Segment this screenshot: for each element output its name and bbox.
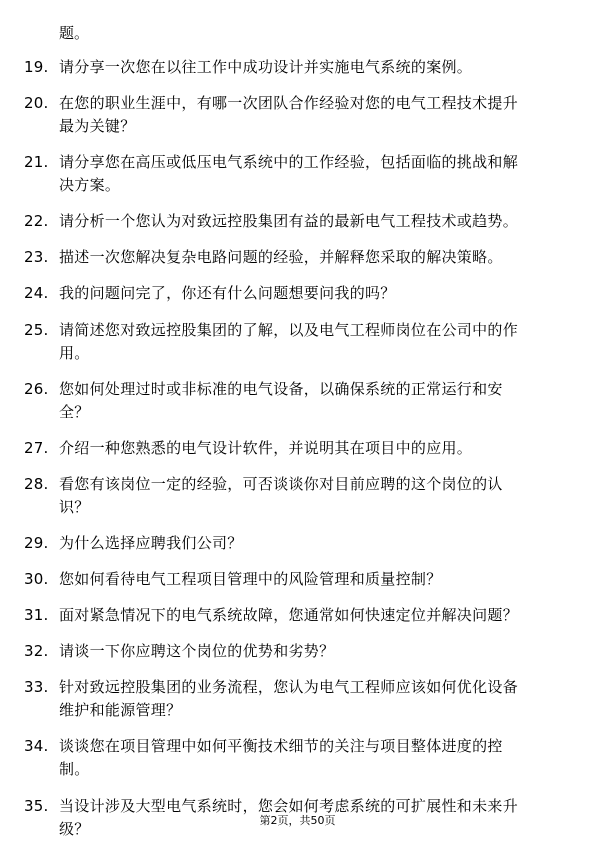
- question-text: 当设计涉及大型电气系统时，您会如何考虑系统的可扩展性和未来升级？: [59, 796, 519, 838]
- question-number: 19.: [24, 58, 49, 76]
- question-text: 针对致远控股集团的业务流程，您认为电气工程师应该如何优化设备维护和能源管理？: [59, 678, 519, 720]
- question-text: 请谈一下你应聘这个岗位的优势和劣势？: [59, 642, 335, 661]
- question-number: 26.: [24, 379, 49, 398]
- question-item: [24, 210, 554, 233]
- question-text: 谈谈您在项目管理中如何平衡技术细节的关注与项目整体进度的控制。: [59, 737, 503, 779]
- continuation-text: 题。: [59, 24, 90, 42]
- question-item: [24, 676, 554, 722]
- question-item: [24, 473, 554, 519]
- question-number: 34.: [24, 737, 49, 756]
- question-text: 面对紧急情况下的电气系统故障，您通常如何快速定位并解决问题？: [59, 606, 519, 625]
- question-text: 请分享一次您在以往工作中成功设计并实施电气系统的案例。: [59, 58, 473, 76]
- question-item: [24, 437, 554, 460]
- question-item: [24, 92, 554, 138]
- question-number: 35.: [24, 796, 49, 815]
- question-item: [24, 532, 554, 555]
- question-text: 介绍一种您熟悉的电气设计软件，并说明其在项目中的应用。: [59, 438, 473, 457]
- question-item: [24, 568, 554, 591]
- question-text: 请分享您在高压或低压电气系统中的工作经验，包括面临的挑战和解决方案。: [59, 153, 519, 195]
- question-item: [24, 319, 554, 365]
- question-text: 您如何处理过时或非标准的电气设备，以确保系统的正常运行和安全？: [59, 379, 503, 421]
- question-item: [24, 151, 554, 197]
- question-number: 30.: [24, 570, 49, 589]
- question-item: [24, 735, 554, 781]
- question-list: [24, 56, 554, 854]
- question-number: 21.: [24, 153, 49, 172]
- question-number: 27.: [24, 438, 49, 457]
- question-number: 22.: [24, 212, 49, 231]
- question-number: 31.: [24, 606, 49, 625]
- question-number: 33.: [24, 678, 49, 697]
- question-text: 请简述您对致远控股集团的了解，以及电气工程师岗位在公司中的作用。: [59, 320, 519, 362]
- question-number: 20.: [24, 94, 49, 113]
- page-footer: 第2页，共50页: [259, 814, 336, 827]
- question-text: 为什么选择应聘我们公司？: [59, 533, 243, 552]
- question-text: 在您的职业生涯中，有哪一次团队合作经验对您的电气工程技术提升最为关键？: [59, 94, 519, 136]
- question-number: 23.: [24, 248, 49, 267]
- question-number: 24.: [24, 284, 49, 303]
- question-item: [24, 246, 554, 269]
- question-text: 看您有该岗位一定的经验，可否谈谈你对目前应聘的这个岗位的认识？: [59, 474, 503, 516]
- question-text: 描述一次您解决复杂电路问题的经验，并解释您采取的解决策略。: [59, 248, 503, 267]
- question-number: 32.: [24, 642, 49, 661]
- question-text: 我的问题问完了，你还有什么问题想要问我的吗？: [59, 284, 396, 303]
- question-item: [24, 378, 554, 424]
- question-item: [24, 56, 554, 79]
- question-number: 29.: [24, 533, 49, 552]
- question-item: [24, 604, 554, 627]
- question-item: [24, 640, 554, 663]
- question-number: 25.: [24, 320, 49, 339]
- question-text: 您如何看待电气工程项目管理中的风险管理和质量控制？: [59, 570, 442, 589]
- question-text: 请分析一个您认为对致远控股集团有益的最新电气工程技术或趋势。: [59, 212, 519, 231]
- question-number: 28.: [24, 474, 49, 493]
- question-item: [24, 282, 554, 305]
